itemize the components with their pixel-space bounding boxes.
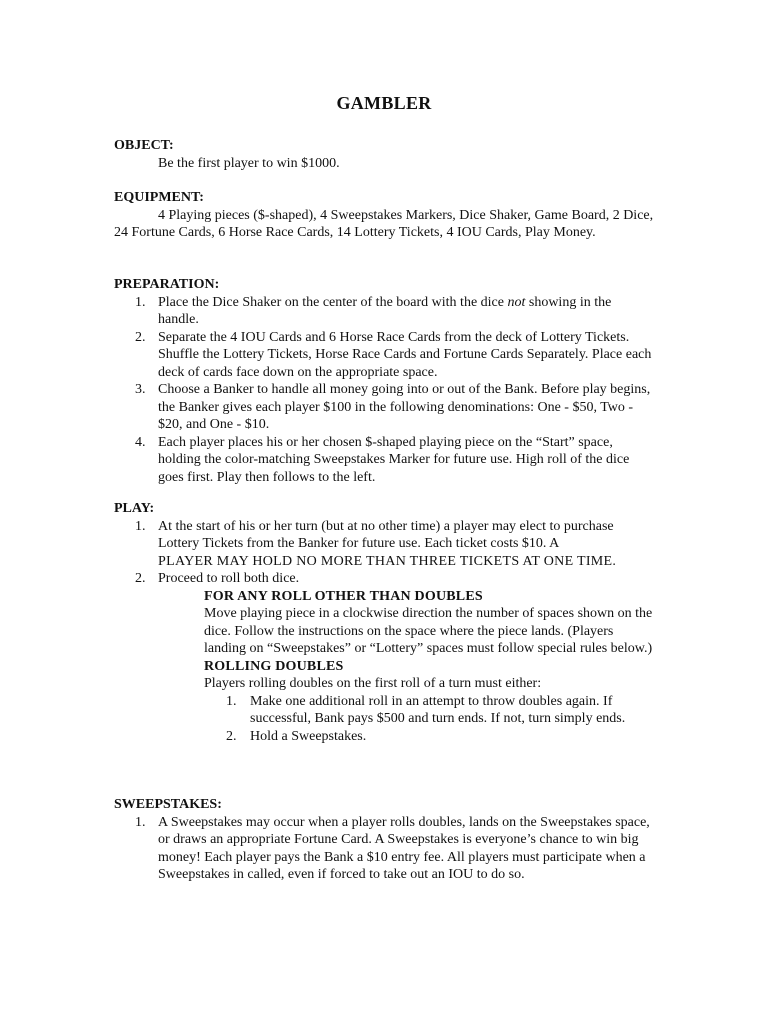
doubles-options-list	[204, 693, 654, 746]
list-item-text: Proceed to roll both dice.	[158, 571, 300, 586]
list-number: 2.	[226, 728, 237, 744]
non-doubles-block	[158, 588, 654, 746]
list-item	[114, 814, 654, 884]
caps-rule-line: PLAYER MAY HOLD NO MORE THAN THREE TICKETS AT ONE TIME.	[158, 553, 617, 569]
list-item	[204, 728, 654, 746]
preparation-section	[114, 276, 654, 486]
list-number: 2.	[135, 329, 146, 345]
object-section	[114, 137, 654, 172]
list-item-text: Place the Dice Shaker on the center of the board with the dice	[158, 294, 508, 310]
list-number: 1.	[135, 814, 146, 830]
list-item	[114, 518, 654, 571]
list-item	[114, 434, 654, 487]
play-section	[114, 500, 654, 745]
list-item-text-end: showing in the handle.	[158, 294, 612, 327]
list-item-text: A Sweepstakes may occur when a player rolls doubles, lands on the Sweepstakes space, or draws an appropriate Fortune Card. A Sweepstakes is everyone’s chance to win big money! Each player pays the Bank a $10 entry fee. All players must participate when a Sweepstakes in called, even if forced to take out an IOU to do so.	[158, 814, 650, 882]
sweepstakes-section	[114, 796, 654, 884]
object-text: Be the first player to win $1000.	[158, 155, 340, 171]
object-heading: OBJECT:	[114, 138, 174, 153]
list-item	[114, 570, 654, 745]
doubles-text: Players rolling doubles on the first roll of a turn must either:	[204, 676, 542, 691]
play-list	[114, 518, 654, 746]
sweepstakes-list	[114, 814, 654, 884]
list-number: 1.	[135, 518, 146, 534]
list-item-text: Hold a Sweepstakes.	[250, 728, 367, 744]
equipment-text: 4 Playing pieces ($-shaped), 4 Sweepstakes Markers, Dice Shaker, Game Board, 2 Dice, 24 Fortune Cards, 6 Horse Race Cards, 14 Lottery Tickets, 4 IOU Cards, Play Money.	[114, 207, 654, 240]
list-item	[114, 329, 654, 382]
list-number: 2.	[135, 571, 146, 586]
non-doubles-heading: FOR ANY ROLL OTHER THAN DOUBLES	[204, 588, 483, 604]
list-number: 1.	[135, 294, 146, 310]
list-item-text: Make one additional roll in an attempt to throw doubles again. If successful, Bank pays $500 and turn ends. If not, turn simply ends.	[250, 693, 626, 726]
preparation-list	[114, 294, 654, 487]
sweepstakes-heading: SWEEPSTAKES:	[114, 797, 222, 812]
doubles-heading: ROLLING DOUBLES	[204, 658, 344, 674]
preparation-heading: PREPARATION:	[114, 277, 220, 292]
list-item-text: Choose a Banker to handle all money going into or out of the Bank. Before play begins, the Banker gives each player $100 in the following denominations: One - $50, Two - $20, and One - $10.	[158, 382, 651, 432]
list-item	[114, 294, 654, 329]
list-number: 1.	[226, 693, 237, 709]
document-title: GAMBLER	[336, 93, 432, 113]
equipment-heading: EQUIPMENT:	[114, 190, 204, 205]
play-heading: PLAY:	[114, 501, 155, 516]
list-item	[204, 693, 654, 728]
non-doubles-text: Move playing piece in a clockwise direction the number of spaces shown on the dice. Follow the instructions on the space where the piece lands. (Players landing on “Sweepstakes” or “Lottery” spaces must follow special rules below.)	[204, 606, 653, 656]
list-item-emphasis: not	[507, 294, 526, 310]
list-number: 3.	[135, 382, 146, 397]
equipment-section	[114, 189, 654, 242]
list-item-text: Each player places his or her chosen $-shaped playing piece on the “Start” space, holding the color-matching Sweepstakes Marker for future use. High roll of the dice goes first. Play then follows to the left.	[158, 434, 630, 485]
list-item-text: At the start of his or her turn (but at no other time) a player may elect to purchase Lottery Tickets from the Banker for future use. Each ticket costs $10. A	[158, 518, 614, 551]
list-item	[114, 381, 654, 434]
list-number: 4.	[135, 434, 146, 450]
list-item-text: Separate the 4 IOU Cards and 6 Horse Race Cards from the deck of Lottery Tickets. Shuffle the Lottery Tickets, Horse Race Cards and Fortune Cards Separately. Place each deck of cards face down on the appropriate space.	[158, 329, 652, 380]
